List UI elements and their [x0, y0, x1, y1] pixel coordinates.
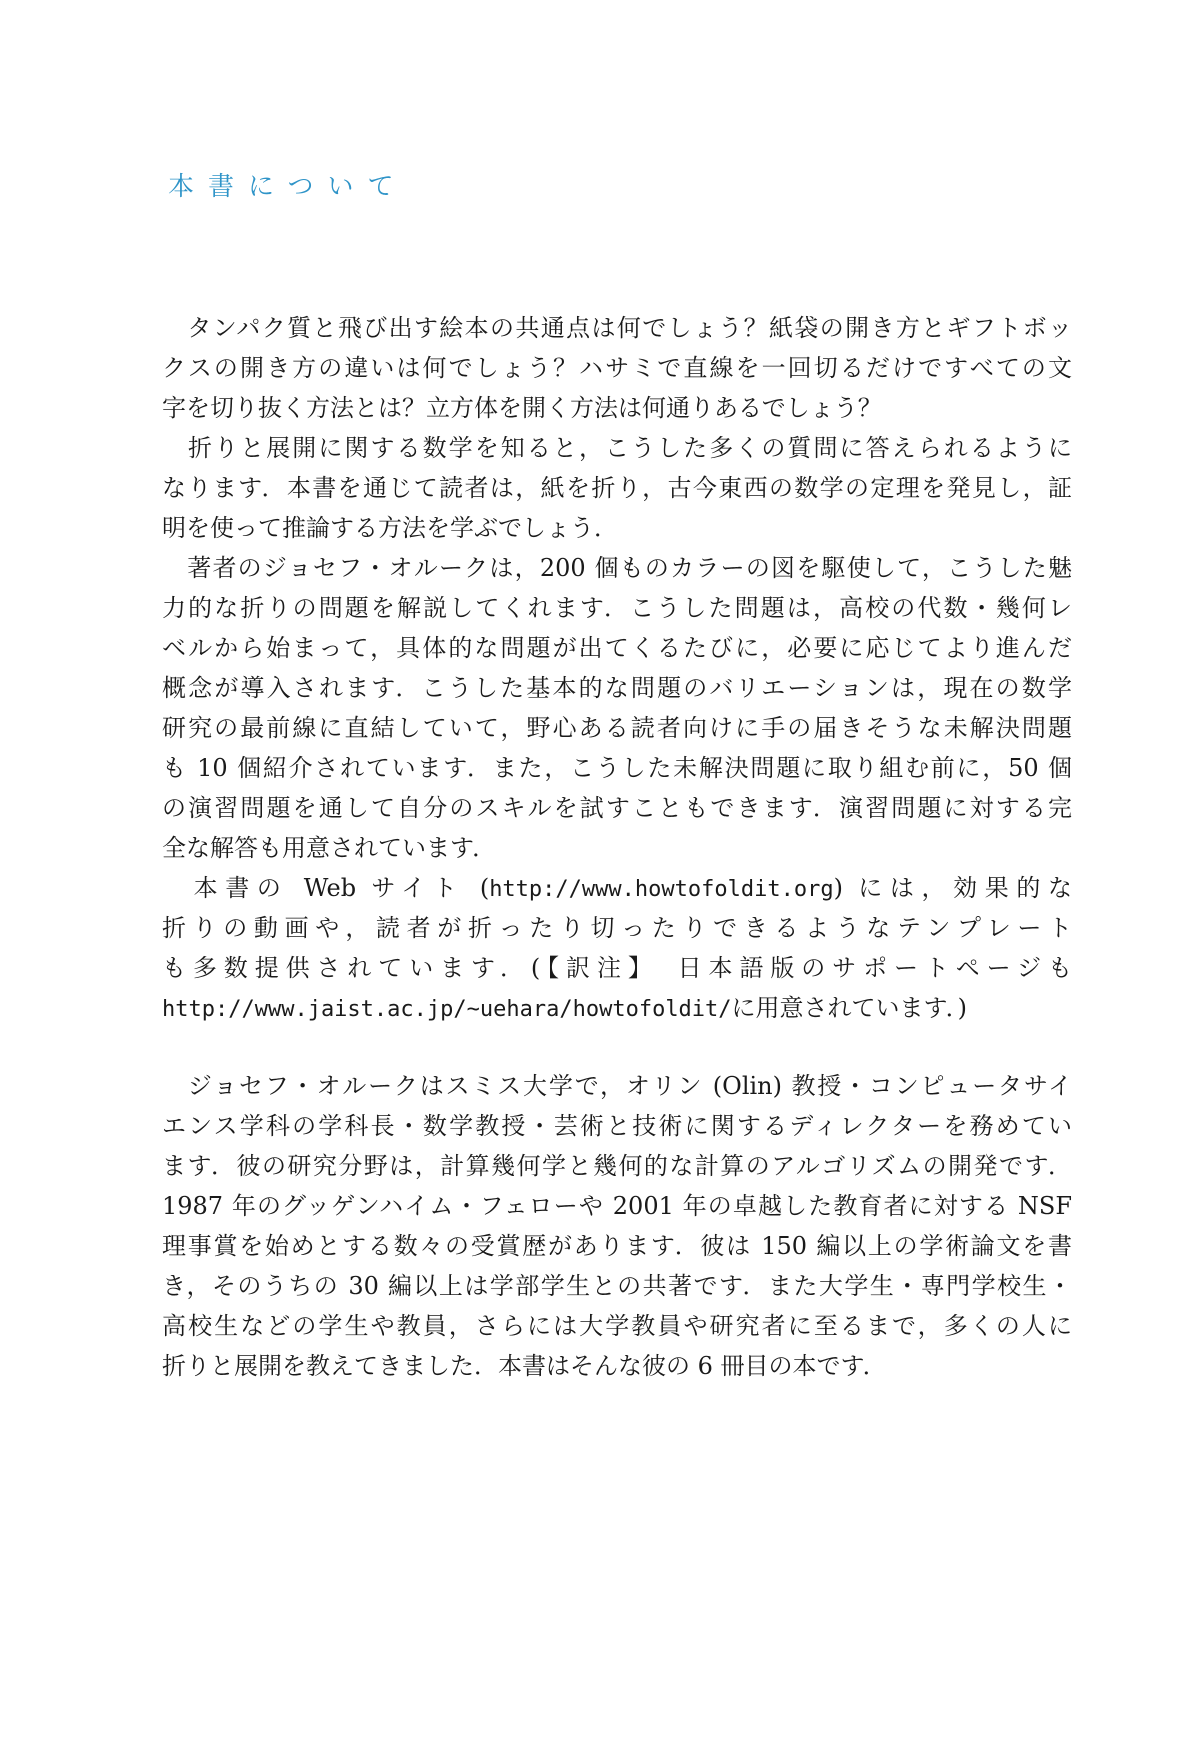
text-line: の演習問題を通して自分のスキルを試すこともできます．演習問題に対する完	[162, 794, 1072, 822]
text-line: も 10 個紹介されています．また，こうした未解決問題に取り組む前に，50 個	[162, 754, 1072, 782]
text-line: 明を使って推論する方法を学ぶでしょう．	[162, 514, 618, 542]
text-line: き，そのうちの 30 編以上は学部学生との共著です．また大学生・専門学校生・	[162, 1272, 1072, 1300]
text-segment: 本書の Web サイト (	[162, 874, 490, 902]
text-line: 折りの動画や，読者が折ったり切ったりできるようなテンプレート	[162, 914, 1072, 942]
support-page-url-link[interactable]: http://www.jaist.ac.jp/~uehara/howtofoldit/	[162, 997, 732, 1022]
website-url-link[interactable]: http://www.howtofoldit.org	[489, 877, 834, 902]
paragraph-math-of-folding	[162, 428, 1072, 548]
paragraph-book-contents	[162, 548, 1072, 868]
text-line: タンパク質と飛び出す絵本の共通点は何でしょう？紙袋の開き方とギフトボッ	[162, 314, 1072, 342]
text-line: ます．彼の研究分野は，計算幾何学と幾何的な計算のアルゴリズムの開発です．	[162, 1152, 1072, 1180]
paragraph-gap	[162, 1028, 1072, 1066]
text-line: なります．本書を通じて読者は，紙を折り，古今東西の数学の定理を発見し，証	[162, 474, 1072, 502]
text-line: ジョセフ・オルークはスミス大学で，オリン (Olin) 教授・コンピュータサイ	[162, 1072, 1072, 1100]
paragraph-author-bio	[162, 1066, 1072, 1386]
text-line: 字を切り抜く方法とは？立方体を開く方法は何通りあるでしょう？	[162, 394, 882, 422]
text-line: ベルから始まって，具体的な問題が出てくるたびに，必要に応じてより進んだ	[162, 634, 1072, 662]
text-line: 高校生などの学生や教員，さらには大学教員や研究者に至るまで，多くの人に	[162, 1312, 1072, 1340]
text-line: 理事賞を始めとする数々の受賞歴があります．彼は 150 編以上の学術論文を書	[162, 1232, 1072, 1260]
text-line: 全な解答も用意されています．	[162, 834, 497, 862]
text-line: 力的な折りの問題を解説してくれます．こうした問題は，高校の代数・幾何レ	[162, 594, 1072, 622]
text-segment: に用意されています．)	[731, 994, 967, 1022]
paragraph-website	[162, 868, 1072, 1028]
text-segment: ) には，効果的な	[833, 874, 1072, 902]
text-line: 折りと展開に関する数学を知ると，こうした多くの質問に答えられるように	[162, 434, 1072, 462]
paragraph-intro-questions	[162, 308, 1072, 428]
text-line: 著者のジョセフ・オルークは，200 個ものカラーの図を駆使して，こうした魅	[162, 554, 1072, 582]
text-line: 概念が導入されます．こうした基本的な問題のバリエーションは，現在の数学	[162, 674, 1072, 702]
text-line: クスの開き方の違いは何でしょう？ハサミで直線を一回切るだけですべての文	[162, 354, 1072, 382]
text-line: 1987 年のグッゲンハイム・フェローや 2001 年の卓越した教育者に対する NSF	[162, 1192, 1072, 1220]
text-line: も多数提供されています．(【訳注】 日本語版のサポートページも	[162, 954, 1072, 982]
section-heading: 本書について	[168, 172, 408, 202]
text-line	[162, 988, 1072, 1028]
body-text	[162, 308, 1072, 1386]
text-line: 折りと展開を教えてきました．本書はそんな彼の 6 冊目の本です．	[162, 1352, 887, 1380]
text-line	[162, 868, 1072, 908]
text-line: 研究の最前線に直結していて，野心ある読者向けに手の届きそうな未解決問題	[162, 714, 1072, 742]
text-line: エンス学科の学科長・数学教授・芸術と技術に関するディレクターを務めてい	[162, 1112, 1072, 1140]
